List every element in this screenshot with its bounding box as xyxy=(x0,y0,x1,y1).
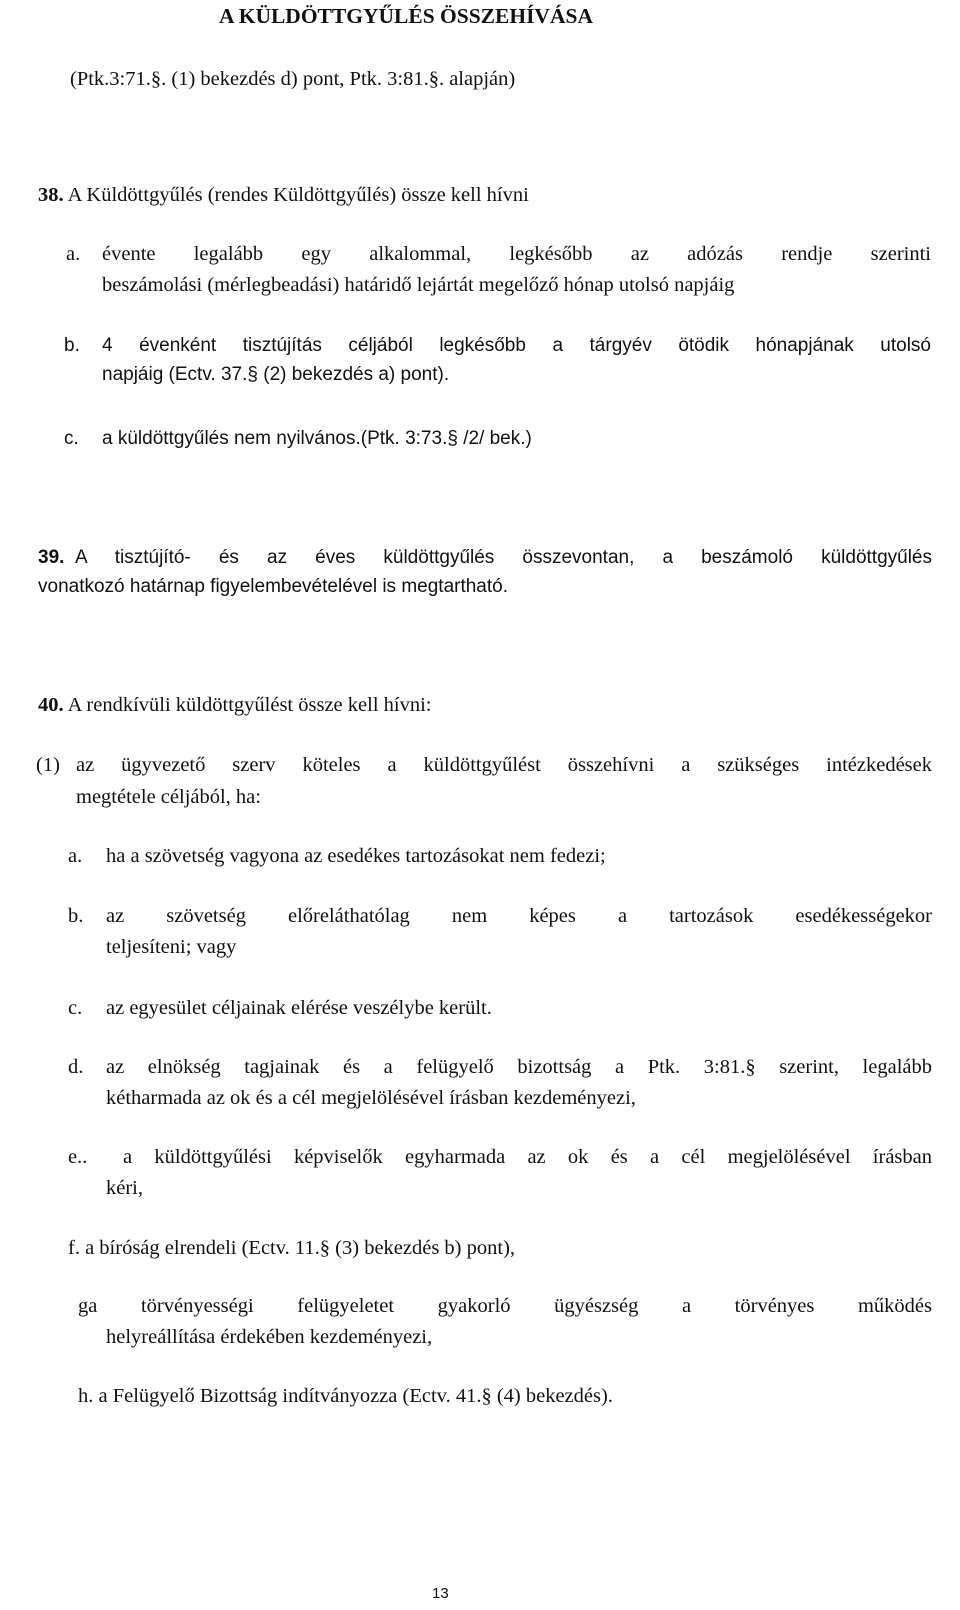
list-item-text: teljesíteni; vagy xyxy=(106,936,237,958)
list-item-text: a küldöttgyűlési képviselők egyharmada az ok és a cél megjelölésével írásban xyxy=(123,1146,932,1168)
page-number: 13 xyxy=(432,1585,449,1602)
section-heading-text: A rendkívüli küldöttgyűlést össze kell hívni: xyxy=(67,694,432,716)
list-item-text: h. a Felügyelő Bizottság indítványozza (Ectv. 41.§ (4) bekezdés). xyxy=(78,1385,613,1407)
document-subtitle: (Ptk.3:71.§. (1) bekezdés d) pont, Ptk. 3:81.§. alapján) xyxy=(70,68,516,90)
list-item-marker: b. xyxy=(64,335,80,356)
list-item-text: beszámolási (mérlegbeadási) határidő lejártát megelőző hónap utolsó napjáig xyxy=(102,274,735,296)
list-item-text: ga törvényességi felügyeletet gyakorló ügyészség a törvényes működés xyxy=(78,1295,932,1317)
list-item-text: az ügyvezető szerv köteles a küldöttgyűlést összehívni a szükséges intézkedések xyxy=(76,754,932,776)
paragraph-text: vonatkozó határnap figyelembevételével is megtartható. xyxy=(38,576,508,597)
list-item-text: kéri, xyxy=(106,1177,143,1199)
list-item-marker: b. xyxy=(68,905,84,927)
section-number: 40. xyxy=(38,694,64,716)
document-title: A KÜLDÖTTGYŰLÉS ÖSSZEHÍVÁSA xyxy=(219,4,593,28)
list-item-text: napjáig (Ectv. 37.§ (2) bekezdés a) pont). xyxy=(102,364,450,385)
list-item-marker: a. xyxy=(66,243,81,265)
list-item-marker: c. xyxy=(64,428,79,449)
paragraph-text: A tisztújító- és az éves küldöttgyűlés összevontan, a beszámoló küldöttgyűlés xyxy=(75,547,932,568)
section-40-heading xyxy=(38,692,431,718)
list-item-marker: (1) xyxy=(36,754,60,776)
section-39-number xyxy=(38,545,64,571)
list-item-marker: a. xyxy=(68,845,83,867)
list-item-text: az szövetség előreláthatólag nem képes a tartozások esedékességekor xyxy=(106,905,932,927)
list-item-text: évente legalább egy alkalommal, legkésőbb az adózás rendje szerinti xyxy=(102,243,931,265)
list-item-marker: e.. xyxy=(68,1146,88,1168)
list-item-text: az elnökség tagjainak és a felügyelő bizottság a Ptk. 3:81.§ szerint, legalább xyxy=(106,1056,932,1078)
section-number: 39. xyxy=(38,547,65,568)
list-item-text: ha a szövetség vagyona az esedékes tartozásokat nem fedezi; xyxy=(106,845,606,867)
list-item-text: kétharmada az ok és a cél megjelölésével írásban kezdeményezi, xyxy=(106,1087,636,1109)
list-item-text: az egyesület céljainak elérése veszélybe került. xyxy=(106,997,492,1019)
section-38-heading xyxy=(38,182,529,208)
list-item-text: f. a bíróság elrendeli (Ectv. 11.§ (3) bekezdés b) pont), xyxy=(68,1237,516,1259)
list-item-marker: c. xyxy=(68,997,83,1019)
list-item-text: 4 évenként tisztújítás céljából legkésőbb a tárgyév ötödik hónapjának utolsó xyxy=(102,335,931,356)
list-item-text: helyreállítása érdekében kezdeményezi, xyxy=(106,1326,433,1348)
list-item-text: megtétele céljából, ha: xyxy=(76,786,261,808)
list-item-marker: d. xyxy=(68,1056,84,1078)
section-number: 38. xyxy=(38,184,64,206)
list-item-text: a küldöttgyűlés nem nyilvános.(Ptk. 3:73.§ /2/ bek.) xyxy=(102,428,532,449)
section-heading-text: A Küldöttgyűlés (rendes Küldöttgyűlés) össze kell hívni xyxy=(67,184,529,206)
